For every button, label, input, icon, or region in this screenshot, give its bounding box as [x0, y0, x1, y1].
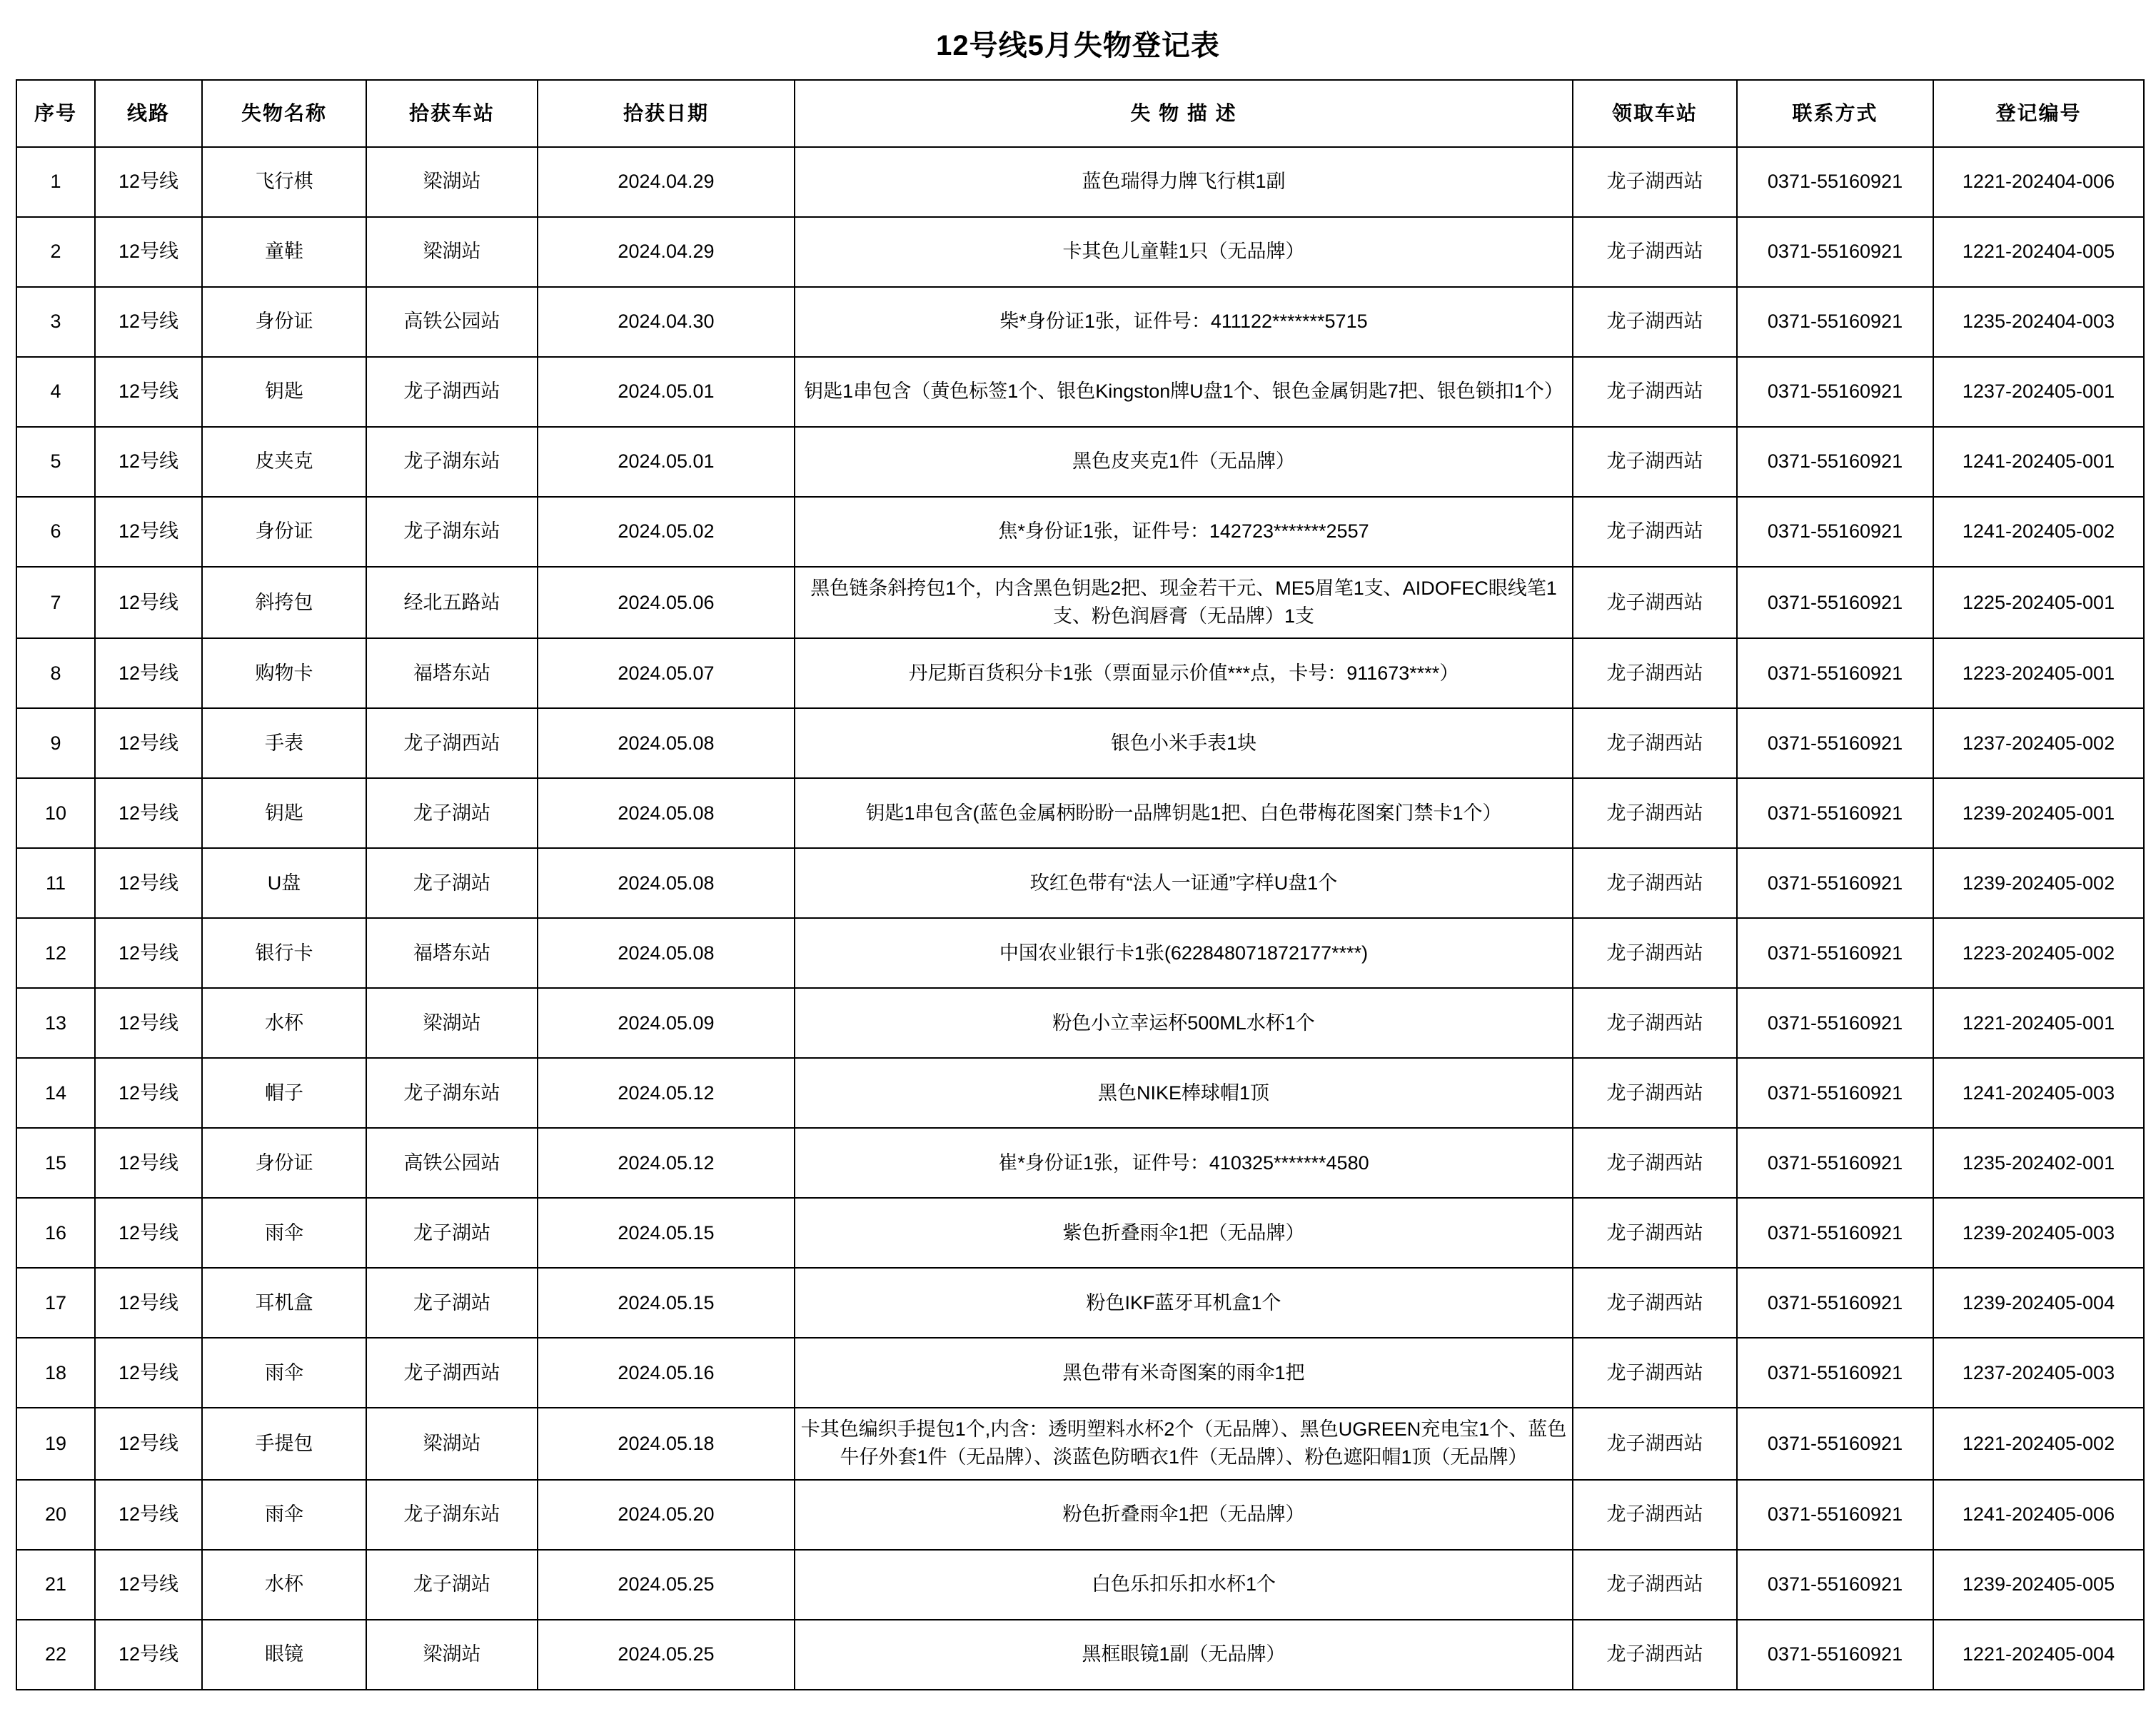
table-row	[16, 1338, 2144, 1408]
row-pick-station: 龙子湖站	[366, 778, 538, 848]
row-line: 12号线	[95, 918, 202, 988]
row-line: 12号线	[95, 1620, 202, 1690]
row-description: 黑色皮夹克1件（无品牌）	[795, 427, 1573, 497]
row-description: 粉色IKF蓝牙耳机盒1个	[795, 1268, 1573, 1338]
row-contact: 0371-55160921	[1737, 357, 1933, 427]
column-header-reg-no: 登记编号	[1933, 80, 2144, 147]
row-index: 10	[16, 778, 95, 848]
row-reg-no: 1237-202405-002	[1933, 708, 2144, 778]
row-pick-date: 2024.04.30	[538, 287, 795, 357]
row-item-name: 手提包	[202, 1408, 366, 1479]
row-pick-station: 龙子湖东站	[366, 1058, 538, 1128]
row-contact: 0371-55160921	[1737, 1620, 1933, 1690]
row-claim-station: 龙子湖西站	[1573, 988, 1737, 1058]
row-pick-station: 福塔东站	[366, 918, 538, 988]
row-line: 12号线	[95, 638, 202, 708]
row-pick-date: 2024.05.08	[538, 918, 795, 988]
row-pick-station: 梁湖站	[366, 1620, 538, 1690]
row-claim-station: 龙子湖西站	[1573, 638, 1737, 708]
row-index: 2	[16, 217, 95, 287]
row-pick-date: 2024.05.25	[538, 1620, 795, 1690]
row-item-name: 水杯	[202, 1550, 366, 1620]
row-reg-no: 1223-202405-001	[1933, 638, 2144, 708]
row-index: 3	[16, 287, 95, 357]
row-contact: 0371-55160921	[1737, 217, 1933, 287]
row-claim-station: 龙子湖西站	[1573, 217, 1737, 287]
row-description: 卡其色编织手提包1个,内含：透明塑料水杯2个（无品牌）、黑色UGREEN充电宝1个、蓝色牛仔外套1件（无品牌）、淡蓝色防晒衣1件（无品牌）、粉色遮阳帽1顶（无品牌）	[795, 1408, 1573, 1479]
row-pick-station: 龙子湖站	[366, 1550, 538, 1620]
row-pick-date: 2024.05.12	[538, 1058, 795, 1128]
row-reg-no: 1239-202405-004	[1933, 1268, 2144, 1338]
row-claim-station: 龙子湖西站	[1573, 848, 1737, 918]
row-claim-station: 龙子湖西站	[1573, 778, 1737, 848]
row-index: 13	[16, 988, 95, 1058]
row-index: 8	[16, 638, 95, 708]
row-reg-no: 1241-202405-002	[1933, 497, 2144, 567]
row-claim-station: 龙子湖西站	[1573, 147, 1737, 217]
row-contact: 0371-55160921	[1737, 497, 1933, 567]
row-pick-date: 2024.05.02	[538, 497, 795, 567]
row-claim-station: 龙子湖西站	[1573, 427, 1737, 497]
table-row	[16, 427, 2144, 497]
row-description: 钥匙1串包含(蓝色金属柄盼盼一品牌钥匙1把、白色带梅花图案门禁卡1个）	[795, 778, 1573, 848]
row-pick-station: 龙子湖东站	[366, 497, 538, 567]
row-contact: 0371-55160921	[1737, 1338, 1933, 1408]
column-header-index: 序号	[16, 80, 95, 147]
row-item-name: 眼镜	[202, 1620, 366, 1690]
table-row	[16, 1408, 2144, 1479]
table-header-row	[16, 80, 2144, 147]
row-line: 12号线	[95, 567, 202, 638]
row-pick-date: 2024.05.06	[538, 567, 795, 638]
row-item-name: 雨伞	[202, 1480, 366, 1550]
row-item-name: 身份证	[202, 287, 366, 357]
row-line: 12号线	[95, 1128, 202, 1198]
row-pick-date: 2024.05.09	[538, 988, 795, 1058]
column-header-line: 线路	[95, 80, 202, 147]
row-item-name: 购物卡	[202, 638, 366, 708]
row-reg-no: 1221-202405-004	[1933, 1620, 2144, 1690]
row-description: 焦*身份证1张，证件号：142723*******2557	[795, 497, 1573, 567]
row-reg-no: 1237-202405-003	[1933, 1338, 2144, 1408]
row-pick-date: 2024.05.08	[538, 778, 795, 848]
row-line: 12号线	[95, 1408, 202, 1479]
row-pick-date: 2024.05.20	[538, 1480, 795, 1550]
row-line: 12号线	[95, 1480, 202, 1550]
row-pick-date: 2024.05.01	[538, 357, 795, 427]
row-reg-no: 1221-202405-001	[1933, 988, 2144, 1058]
row-pick-date: 2024.05.16	[538, 1338, 795, 1408]
row-description: 银色小米手表1块	[795, 708, 1573, 778]
table-row	[16, 1128, 2144, 1198]
row-pick-date: 2024.05.08	[538, 708, 795, 778]
row-description: 粉色折叠雨伞1把（无品牌）	[795, 1480, 1573, 1550]
row-item-name: 钥匙	[202, 357, 366, 427]
row-description: 黑色NIKE棒球帽1顶	[795, 1058, 1573, 1128]
row-contact: 0371-55160921	[1737, 1408, 1933, 1479]
row-line: 12号线	[95, 1338, 202, 1408]
row-line: 12号线	[95, 147, 202, 217]
row-pick-date: 2024.05.07	[538, 638, 795, 708]
row-index: 5	[16, 427, 95, 497]
row-line: 12号线	[95, 848, 202, 918]
row-index: 21	[16, 1550, 95, 1620]
table-row	[16, 918, 2144, 988]
row-pick-station: 高铁公园站	[366, 1128, 538, 1198]
row-pick-date: 2024.04.29	[538, 217, 795, 287]
row-description: 玫红色带有“法人一证通”字样U盘1个	[795, 848, 1573, 918]
row-contact: 0371-55160921	[1737, 427, 1933, 497]
table-row	[16, 217, 2144, 287]
row-index: 20	[16, 1480, 95, 1550]
row-description: 钥匙1串包含（黄色标签1个、银色Kingston牌U盘1个、银色金属钥匙7把、银色锁扣1个）	[795, 357, 1573, 427]
row-line: 12号线	[95, 778, 202, 848]
row-claim-station: 龙子湖西站	[1573, 1268, 1737, 1338]
row-line: 12号线	[95, 1058, 202, 1128]
row-reg-no: 1239-202405-003	[1933, 1198, 2144, 1268]
row-claim-station: 龙子湖西站	[1573, 1550, 1737, 1620]
row-index: 9	[16, 708, 95, 778]
row-contact: 0371-55160921	[1737, 1198, 1933, 1268]
row-pick-station: 福塔东站	[366, 638, 538, 708]
table-row	[16, 638, 2144, 708]
row-reg-no: 1241-202405-001	[1933, 427, 2144, 497]
row-reg-no: 1235-202404-003	[1933, 287, 2144, 357]
row-item-name: 童鞋	[202, 217, 366, 287]
row-index: 6	[16, 497, 95, 567]
row-item-name: U盘	[202, 848, 366, 918]
row-pick-station: 龙子湖东站	[366, 1480, 538, 1550]
row-reg-no: 1239-202405-005	[1933, 1550, 2144, 1620]
row-claim-station: 龙子湖西站	[1573, 497, 1737, 567]
row-description: 黑框眼镜1副（无品牌）	[795, 1620, 1573, 1690]
row-pick-station: 龙子湖站	[366, 1268, 538, 1338]
table-row	[16, 1058, 2144, 1128]
row-contact: 0371-55160921	[1737, 778, 1933, 848]
row-contact: 0371-55160921	[1737, 567, 1933, 638]
row-pick-station: 梁湖站	[366, 217, 538, 287]
row-line: 12号线	[95, 708, 202, 778]
row-claim-station: 龙子湖西站	[1573, 1338, 1737, 1408]
row-contact: 0371-55160921	[1737, 1058, 1933, 1128]
row-line: 12号线	[95, 988, 202, 1058]
lost-property-table	[16, 79, 2145, 1690]
row-item-name: 皮夹克	[202, 427, 366, 497]
row-claim-station: 龙子湖西站	[1573, 287, 1737, 357]
row-pick-station: 梁湖站	[366, 1408, 538, 1479]
row-claim-station: 龙子湖西站	[1573, 1058, 1737, 1128]
table-row	[16, 1268, 2144, 1338]
row-pick-station: 龙子湖站	[366, 1198, 538, 1268]
row-line: 12号线	[95, 1550, 202, 1620]
row-claim-station: 龙子湖西站	[1573, 1198, 1737, 1268]
row-pick-date: 2024.05.18	[538, 1408, 795, 1479]
row-contact: 0371-55160921	[1737, 147, 1933, 217]
column-header-pick-station: 拾获车站	[366, 80, 538, 147]
row-index: 16	[16, 1198, 95, 1268]
row-pick-station: 龙子湖西站	[366, 357, 538, 427]
row-reg-no: 1237-202405-001	[1933, 357, 2144, 427]
row-description: 白色乐扣乐扣水杯1个	[795, 1550, 1573, 1620]
row-line: 12号线	[95, 287, 202, 357]
row-line: 12号线	[95, 217, 202, 287]
table-row	[16, 567, 2144, 638]
column-header-contact: 联系方式	[1737, 80, 1933, 147]
row-reg-no: 1241-202405-006	[1933, 1480, 2144, 1550]
row-index: 11	[16, 848, 95, 918]
row-pick-date: 2024.05.08	[538, 848, 795, 918]
row-index: 12	[16, 918, 95, 988]
row-pick-station: 龙子湖西站	[366, 1338, 538, 1408]
column-header-pick-date: 拾获日期	[538, 80, 795, 147]
row-pick-station: 龙子湖站	[366, 848, 538, 918]
row-pick-date: 2024.04.29	[538, 147, 795, 217]
row-description: 丹尼斯百货积分卡1张（票面显示价值***点，卡号：911673****）	[795, 638, 1573, 708]
row-contact: 0371-55160921	[1737, 918, 1933, 988]
row-index: 4	[16, 357, 95, 427]
row-description: 卡其色儿童鞋1只（无品牌）	[795, 217, 1573, 287]
row-reg-no: 1221-202405-002	[1933, 1408, 2144, 1479]
row-reg-no: 1223-202405-002	[1933, 918, 2144, 988]
table-row	[16, 287, 2144, 357]
row-pick-station: 梁湖站	[366, 988, 538, 1058]
row-reg-no: 1221-202404-005	[1933, 217, 2144, 287]
table-row	[16, 778, 2144, 848]
row-claim-station: 龙子湖西站	[1573, 1408, 1737, 1479]
row-contact: 0371-55160921	[1737, 848, 1933, 918]
row-claim-station: 龙子湖西站	[1573, 1128, 1737, 1198]
row-index: 15	[16, 1128, 95, 1198]
table-row	[16, 1550, 2144, 1620]
row-index: 18	[16, 1338, 95, 1408]
table-row	[16, 1620, 2144, 1690]
row-item-name: 雨伞	[202, 1198, 366, 1268]
row-pick-date: 2024.05.25	[538, 1550, 795, 1620]
row-pick-station: 经北五路站	[366, 567, 538, 638]
table-row	[16, 708, 2144, 778]
row-description: 蓝色瑞得力牌飞行棋1副	[795, 147, 1573, 217]
row-item-name: 飞行棋	[202, 147, 366, 217]
column-header-item-name: 失物名称	[202, 80, 366, 147]
row-index: 17	[16, 1268, 95, 1338]
table-row	[16, 357, 2144, 427]
row-description: 黑色带有米奇图案的雨伞1把	[795, 1338, 1573, 1408]
row-pick-date: 2024.05.12	[538, 1128, 795, 1198]
row-contact: 0371-55160921	[1737, 708, 1933, 778]
row-reg-no: 1239-202405-001	[1933, 778, 2144, 848]
row-claim-station: 龙子湖西站	[1573, 708, 1737, 778]
table-row	[16, 988, 2144, 1058]
row-item-name: 手表	[202, 708, 366, 778]
row-contact: 0371-55160921	[1737, 988, 1933, 1058]
row-description: 柴*身份证1张，证件号：411122*******5715	[795, 287, 1573, 357]
row-line: 12号线	[95, 1198, 202, 1268]
column-header-claim-station: 领取车站	[1573, 80, 1737, 147]
row-contact: 0371-55160921	[1737, 1480, 1933, 1550]
table-row	[16, 1198, 2144, 1268]
row-line: 12号线	[95, 1268, 202, 1338]
row-item-name: 斜挎包	[202, 567, 366, 638]
row-pick-station: 梁湖站	[366, 147, 538, 217]
row-index: 14	[16, 1058, 95, 1128]
row-contact: 0371-55160921	[1737, 287, 1933, 357]
row-line: 12号线	[95, 427, 202, 497]
row-line: 12号线	[95, 357, 202, 427]
row-description: 崔*身份证1张，证件号：410325*******4580	[795, 1128, 1573, 1198]
row-item-name: 身份证	[202, 497, 366, 567]
row-item-name: 钥匙	[202, 778, 366, 848]
row-contact: 0371-55160921	[1737, 1550, 1933, 1620]
page-title: 12号线5月失物登记表	[936, 30, 1220, 61]
row-description: 中国农业银行卡1张(622848071872177****)	[795, 918, 1573, 988]
row-reg-no: 1241-202405-003	[1933, 1058, 2144, 1128]
row-pick-station: 龙子湖西站	[366, 708, 538, 778]
table-row	[16, 147, 2144, 217]
row-description: 紫色折叠雨伞1把（无品牌）	[795, 1198, 1573, 1268]
row-item-name: 帽子	[202, 1058, 366, 1128]
row-index: 1	[16, 147, 95, 217]
row-item-name: 耳机盒	[202, 1268, 366, 1338]
row-index: 7	[16, 567, 95, 638]
row-item-name: 雨伞	[202, 1338, 366, 1408]
row-contact: 0371-55160921	[1737, 1268, 1933, 1338]
row-reg-no: 1221-202404-006	[1933, 147, 2144, 217]
row-reg-no: 1235-202402-001	[1933, 1128, 2144, 1198]
row-pick-station: 龙子湖东站	[366, 427, 538, 497]
row-index: 22	[16, 1620, 95, 1690]
row-line: 12号线	[95, 497, 202, 567]
table-row	[16, 848, 2144, 918]
row-claim-station: 龙子湖西站	[1573, 567, 1737, 638]
row-reg-no: 1225-202405-001	[1933, 567, 2144, 638]
row-description: 黑色链条斜挎包1个，内含黑色钥匙2把、现金若干元、ME5眉笔1支、AIDOFEC眼线笔1支、粉色润唇膏（无品牌）1支	[795, 567, 1573, 638]
row-pick-date: 2024.05.01	[538, 427, 795, 497]
row-claim-station: 龙子湖西站	[1573, 1480, 1737, 1550]
row-claim-station: 龙子湖西站	[1573, 1620, 1737, 1690]
table-row	[16, 497, 2144, 567]
row-item-name: 水杯	[202, 988, 366, 1058]
row-index: 19	[16, 1408, 95, 1479]
row-contact: 0371-55160921	[1737, 638, 1933, 708]
column-header-description: 失 物 描 述	[795, 80, 1573, 147]
row-reg-no: 1239-202405-002	[1933, 848, 2144, 918]
table-row	[16, 1480, 2144, 1550]
row-item-name: 身份证	[202, 1128, 366, 1198]
row-pick-station: 高铁公园站	[366, 287, 538, 357]
row-contact: 0371-55160921	[1737, 1128, 1933, 1198]
row-description: 粉色小立幸运杯500ML水杯1个	[795, 988, 1573, 1058]
row-claim-station: 龙子湖西站	[1573, 357, 1737, 427]
row-pick-date: 2024.05.15	[538, 1198, 795, 1268]
row-pick-date: 2024.05.15	[538, 1268, 795, 1338]
row-item-name: 银行卡	[202, 918, 366, 988]
row-claim-station: 龙子湖西站	[1573, 918, 1737, 988]
